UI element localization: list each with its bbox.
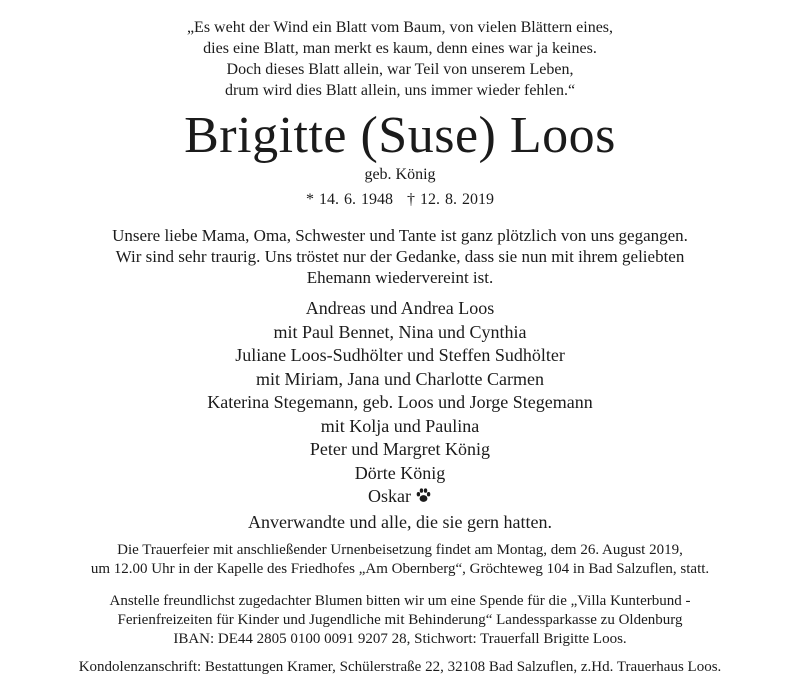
message-line: Unsere liebe Mama, Oma, Schwester und Tante ist ganz plötzlich von uns gegangen. (112, 226, 688, 245)
donation-line: Anstelle freundlichst zugedachter Blumen bitten wir um eine Spende für die „Villa Kunterbund - (109, 593, 691, 609)
mourner-line: mit Paul Bennet, Nina und Cynthia (273, 321, 527, 342)
funeral-service-info (0, 541, 800, 579)
mourner-line: Andreas und Andrea Loos (305, 298, 495, 318)
service-line: um 12.00 Uhr in der Kapelle des Friedhofes „Am Obernberg“, Gröchteweg 104 in Bad Salzuflen, statt. (90, 561, 710, 577)
mourner-line: Peter und Margret König (309, 439, 491, 459)
poem (0, 17, 800, 101)
mourner-line: mit Miriam, Jana und Charlotte Carmen (256, 368, 544, 389)
mourner-line: Dörte König (354, 462, 446, 483)
maiden-name: geb. König (364, 166, 436, 183)
service-line: Die Trauerfeier mit anschließender Urnenbeisetzung findet am Montag, dem 26. August 2019, (117, 542, 683, 558)
life-dates (0, 190, 800, 210)
death-date: † 12. 8. 2019 (407, 191, 494, 208)
mourner-line: Katerina Stegemann, geb. Loos und Jorge Stegemann (207, 392, 593, 412)
poem-line: drum wird dies Blatt allein, uns immer wieder fehlen.“ (224, 82, 576, 99)
poem-line: dies eine Blatt, man merkt es kaum, denn eines war ja keines. (203, 40, 597, 57)
pet-line (0, 485, 800, 511)
farewell-message (0, 225, 800, 288)
poem-line: „Es weht der Wind ein Blatt vom Baum, von vielen Blättern eines, (186, 19, 614, 36)
paw-print-icon (415, 487, 432, 511)
mourner-line: Juliane Loos-Sudhölter und Steffen Sudhölter (235, 345, 565, 365)
donation-line: Ferienfreizeiten für Kinder und Jugendliche mit Behinderung“ Landessparkasse zu Oldenburg (117, 612, 683, 628)
donation-line: IBAN: DE44 2805 0100 0091 9207 28, Stichwort: Trauerfall Brigitte Loos. (173, 631, 627, 647)
mourners-list (0, 297, 800, 534)
condolence-address: Kondolenzanschrift: Bestattungen Kramer, Schülerstraße 22, 32108 Bad Salzuflen, z.Hd. Trauerhaus Loos. (78, 659, 722, 675)
donation-request (0, 592, 800, 649)
message-line: Ehemann wiedervereint ist. (306, 268, 494, 287)
poem-line: Doch dieses Blatt allein, war Teil von unserem Leben, (226, 61, 574, 78)
mourner-line: mit Kolja und Paulina (320, 415, 480, 436)
birth-date: * 14. 6. 1948 (306, 191, 393, 208)
pet-name: Oskar (368, 486, 411, 506)
message-line: Wir sind sehr traurig. Uns tröstet nur der Gedanke, dass sie nun mit ihrem geliebten (115, 247, 685, 266)
closing-line: Anverwandte und alle, die sie gern hatten. (248, 511, 552, 532)
deceased-name: Brigitte (Suse) Loos (184, 107, 616, 164)
